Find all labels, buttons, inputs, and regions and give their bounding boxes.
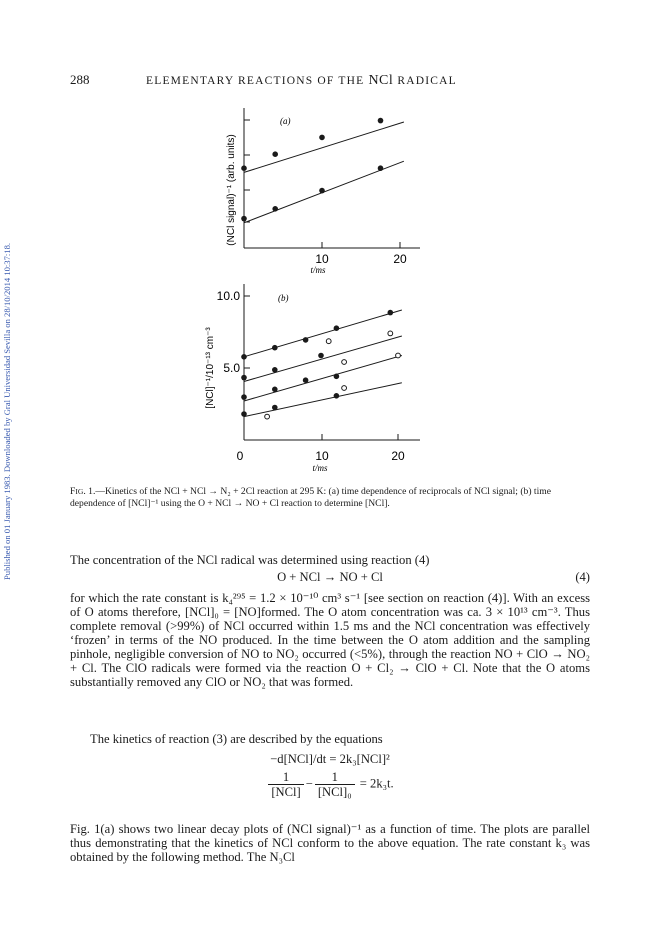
- panel-a-filled-point: [319, 135, 325, 141]
- panel-a-filled-point: [272, 206, 278, 212]
- panel-b-filled-point: [318, 353, 324, 359]
- equation-rate: −d[NCl]/dt = 2k₃[NCl]²: [270, 752, 390, 766]
- fraction-2-numerator: 1: [315, 770, 355, 785]
- panel-b-xticklabel: 0: [236, 449, 244, 463]
- paragraph-1: The concentration of the NCl radical was determined using reaction (4): [70, 553, 430, 567]
- panel-b-yticklabel: 5.0: [223, 361, 240, 375]
- panel-b-marks: [241, 310, 402, 419]
- panel-b-yticklabel: 10.0: [216, 289, 240, 303]
- equation-4-number: (4): [575, 570, 590, 584]
- fraction-2-denominator: [NCl]₀: [317, 785, 352, 799]
- fraction-2: [315, 770, 355, 799]
- running-head-post: RADICAL: [393, 75, 457, 87]
- panel-b-open-point: [388, 331, 393, 336]
- fraction-1-numerator: 1: [268, 770, 303, 785]
- panel-a-fit-line: [244, 122, 404, 172]
- equation-integrated: $\frac{1}{\text{[NCl]}}$ − $\frac{1}{\text{[NCl]₀}}$ = 2k₃t.: [70, 770, 590, 799]
- page-number: 288: [70, 72, 90, 87]
- panel-a-filled-point: [272, 151, 278, 157]
- panel-b-open-point: [396, 353, 401, 358]
- download-watermark: Published on 01 January 1983. Downloaded by Gral Universidad Sevilla on 28/10/2014 10:37:18.: [2, 242, 12, 580]
- equation-rhs: = 2k₃t.: [359, 776, 394, 791]
- panel-b-label: (b): [278, 293, 289, 303]
- panel-b-xlabel: t/ms: [312, 463, 328, 473]
- panel-b-filled-point: [303, 377, 309, 383]
- equation-4: [70, 570, 590, 584]
- panel-a-xlabel: t/ms: [310, 265, 326, 275]
- panel-b-fit-line: [244, 356, 402, 402]
- panel-b-filled-point: [272, 405, 278, 411]
- panel-b-open-point: [342, 386, 347, 391]
- panel-b-filled-point: [334, 393, 340, 399]
- panel-a-filled-point: [319, 188, 325, 194]
- panel-b-open-point: [326, 339, 331, 344]
- panel-b-fit-line: [244, 383, 402, 417]
- running-head-ncl: NCl: [368, 73, 394, 88]
- panel-b-filled-point: [241, 354, 247, 360]
- panel-a-xticklabel: 20: [393, 252, 407, 266]
- panel-a-filled-point: [241, 165, 247, 171]
- panel-a-ylabel: (NCl signal)⁻¹ (arb. units): [226, 134, 237, 246]
- panel-b-filled-point: [241, 411, 247, 417]
- panel-b-filled-point: [388, 310, 394, 316]
- panel-b-fit-line: [244, 310, 402, 357]
- fraction-1-denominator: [NCl]: [271, 785, 301, 799]
- panel-a-label: (a): [280, 116, 291, 126]
- panel-b-filled-point: [334, 325, 340, 331]
- panel-b-ylabel: [NCl]⁻¹/10⁻¹³ cm⁻³: [205, 327, 216, 409]
- panel-b-xticklabel: 20: [391, 449, 405, 463]
- panel-b-filled-point: [272, 387, 278, 393]
- panel-a: [226, 108, 420, 275]
- panel-a-xticklabel: 10: [315, 252, 329, 266]
- caption-label: FIG. 1.: [70, 486, 96, 497]
- panel-b-xticklabel: 10: [315, 449, 329, 463]
- panel-a-marks: [241, 118, 404, 223]
- panel-b-filled-point: [303, 337, 309, 343]
- panel-b-filled-point: [272, 367, 278, 373]
- panel-b-fit-line: [244, 336, 402, 382]
- panel-b-open-point: [265, 414, 270, 419]
- running-head-pre: ELEMENTARY REACTIONS OF THE: [146, 75, 369, 87]
- fraction-1: [268, 770, 303, 799]
- paragraph-2: for which the rate constant is k₄²⁹⁵ = 1.2 × 10⁻¹⁰ cm³ s⁻¹ [see section on reaction (4)]. With an excess of O atoms therefore, [NCl]₀ = [NO]formed. The O atom concentration was ca. 3 × 10¹³ cm⁻³. Thus complete removal (>99%) of NCl occurred within 1.5 ms and the NCl concentration was effectively ‘frozen’ in terms of the NO produced. In the time between the O atom addition and the sampling pinhole, negligible conversion of NO to NO₂ occurred (<5%), through the reaction NO + ClO → NO₂ + Cl. The ClO radicals were formed via the reaction O + Cl₂ → ClO + Cl. Note that the O atoms substantially removed any ClO or NO₂ that was formed.: [70, 591, 590, 689]
- figure-caption: [70, 486, 590, 510]
- panel-a-filled-point: [378, 118, 384, 124]
- equation-4-expression: O + NCl → NO + Cl: [277, 570, 383, 584]
- panel-a-filled-point: [241, 216, 247, 222]
- panel-b-open-point: [342, 360, 347, 365]
- paragraph-4: Fig. 1(a) shows two linear decay plots of (NCl signal)⁻¹ as a function of time. The plots are parallel thus demonstrating that the kinetics of NCl conform to the above equation. The rate constant k₃ was obtained by the following method. The N₃Cl: [70, 822, 590, 864]
- caption-text: —Kinetics of the NCl + NCl → N₂ + 2Cl reaction at 295 K: (a) time dependence of reciprocals of NCl signal; (b) time dependence of [NCl]⁻¹ using the O + NCl → NO + Cl reaction to determine [NCl].: [70, 486, 551, 509]
- panel-b: [205, 284, 420, 473]
- panel-b-filled-point: [334, 374, 340, 380]
- panel-b-filled-point: [272, 345, 278, 351]
- paragraph-3: The kinetics of reaction (3) are described by the equations: [90, 732, 383, 746]
- panel-a-filled-point: [378, 165, 384, 171]
- panel-b-filled-point: [241, 375, 247, 381]
- panel-b-filled-point: [241, 394, 247, 400]
